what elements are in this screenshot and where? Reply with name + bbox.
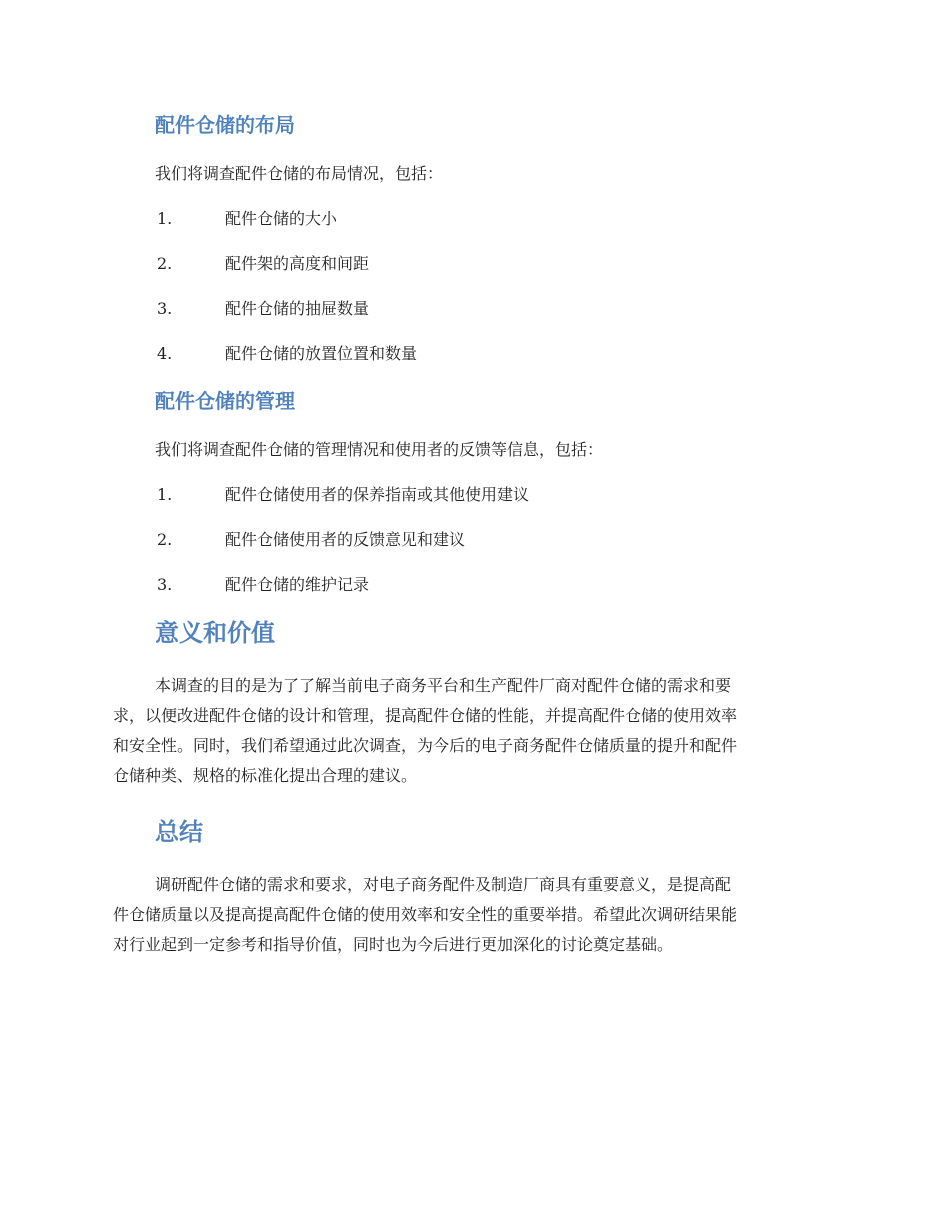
paragraph-summary [113,870,848,960]
list-item-number: 3. [157,299,173,318]
heading-significance: 意义和价值 [155,619,275,647]
list-item-number: 3. [157,575,173,594]
list-item-text: 配件仓储的抽屉数量 [225,299,370,318]
list-item-text: 配件仓储使用者的保养指南或其他使用建议 [225,485,530,504]
list-item-number: 2. [157,530,173,549]
list-item-number: 4. [157,344,173,363]
paragraph-line: 对行业起到一定参考和指导价值，同时也为今后进行更加深化的讨论奠定基础。 [113,935,674,954]
list-item-text: 配件仓储使用者的反馈意见和建议 [225,530,466,549]
list-item-number: 1. [157,209,173,228]
section-intro-layout: 我们将调查配件仓储的布局情况，包括： [155,164,444,183]
paragraph-line: 仓储种类、规格的标准化提出合理的建议。 [113,766,418,785]
list-item-text: 配件架的高度和间距 [225,254,370,273]
paragraph-line: 和安全性。同时，我们希望通过此次调查，为今后的电子商务配件仓储质量的提升和配件 [113,736,738,755]
section-heading-management: 配件仓储的管理 [155,389,295,413]
list-item-number: 2. [157,254,173,273]
list-item-text: 配件仓储的大小 [225,209,338,228]
paragraph-line: 件仓储质量以及提高提高配件仓储的使用效率和安全性的重要举措。希望此次调研结果能 [113,905,738,924]
heading-summary: 总结 [155,818,203,846]
paragraph-line: 求，以便改进配件仓储的设计和管理，提高配件仓储的性能，并提高配件仓储的使用效率 [113,706,738,725]
paragraph-line: 本调查的目的是为了了解当前电子商务平台和生产配件厂商对配件仓储的需求和要 [155,676,732,695]
paragraph-significance [113,671,848,791]
list-item-text: 配件仓储的放置位置和数量 [225,344,418,363]
list-item-number: 1. [157,485,173,504]
list-item-text: 配件仓储的维护记录 [225,575,370,594]
section-intro-management: 我们将调查配件仓储的管理情况和使用者的反馈等信息，包括： [155,440,604,459]
paragraph-line: 调研配件仓储的需求和要求，对电子商务配件及制造厂商具有重要意义，是提高配 [155,875,732,894]
section-heading-layout: 配件仓储的布局 [155,113,295,137]
